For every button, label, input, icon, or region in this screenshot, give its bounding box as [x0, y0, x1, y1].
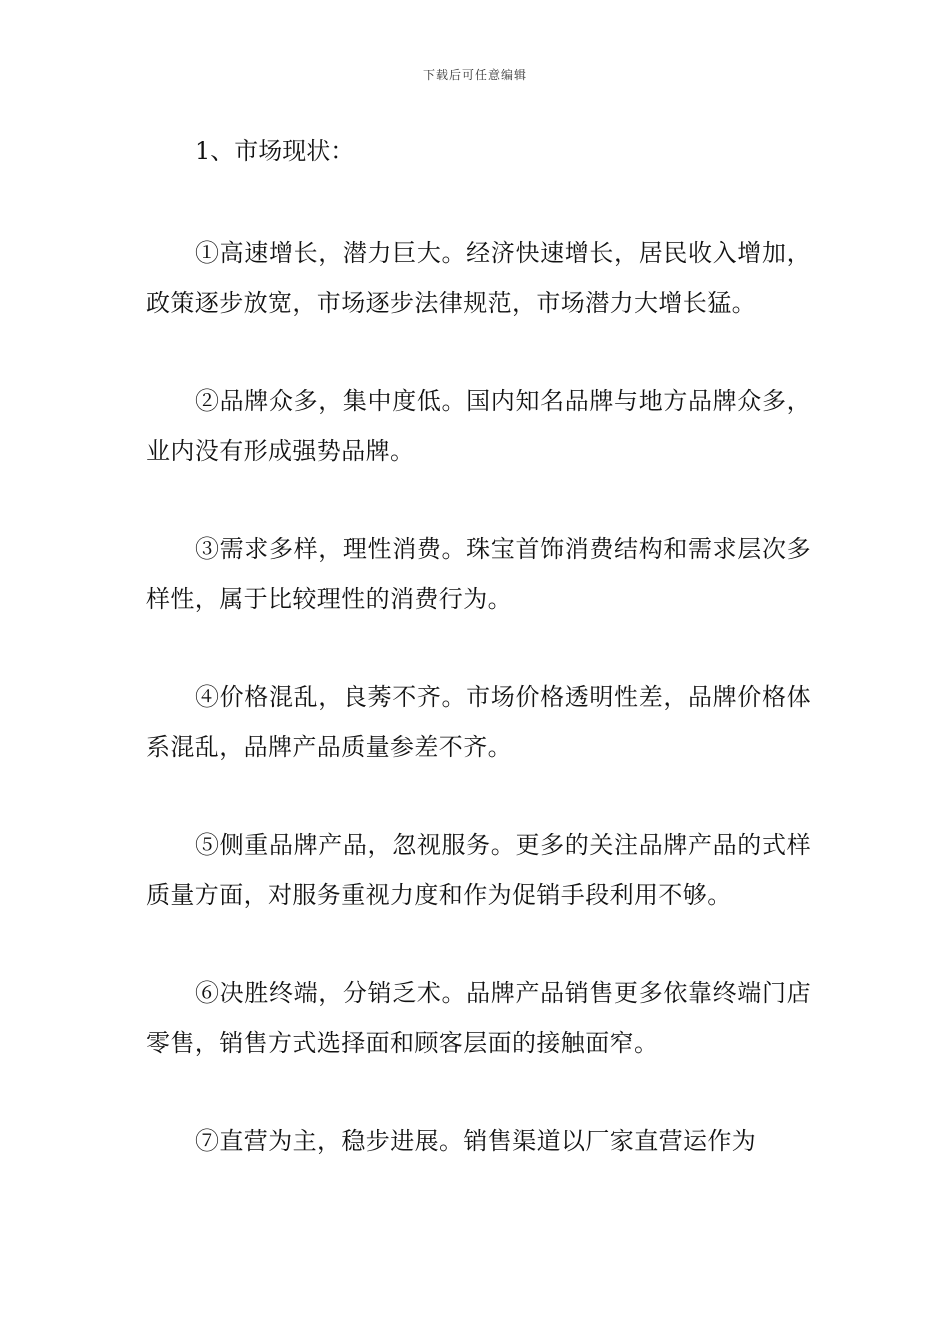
spacer — [146, 174, 811, 228]
spacer — [146, 476, 811, 524]
paragraph-4: ④价格混乱，良莠不齐。市场价格透明性差，品牌价格体系混乱，品牌产品质量参差不齐。 — [146, 683, 811, 761]
spacer — [146, 920, 811, 968]
section-heading: 1、市场现状： — [195, 137, 355, 165]
paragraph-7: ⑦直营为主，稳步进展。销售渠道以厂家直营运作为 — [195, 1127, 757, 1155]
spacer — [146, 772, 811, 820]
spacer — [146, 328, 811, 376]
paragraph-6: ⑥决胜终端，分销乏术。品牌产品销售更多依靠终端门店零售，销售方式选择面和顾客层面的接触面窄。 — [146, 979, 811, 1057]
document-body — [146, 128, 811, 1166]
paragraph-3: ③需求多样，理性消费。珠宝首饰消费结构和需求层次多样性，属于比较理性的消费行为。 — [146, 535, 811, 613]
paragraph-2: ②品牌众多，集中度低。国内知名品牌与地方品牌众多，业内没有形成强势品牌。 — [146, 387, 811, 465]
paragraph-1: ①高速增长，潜力巨大。经济快速增长，居民收入增加，政策逐步放宽，市场逐步法律规范，市场潜力大增长猛。 — [146, 239, 811, 317]
spacer — [146, 624, 811, 672]
paragraph-5: ⑤侧重品牌产品，忽视服务。更多的关注品牌产品的式样质量方面，对服务重视力度和作为促销手段利用不够。 — [146, 831, 811, 909]
spacer — [146, 1068, 811, 1116]
header-note: 下载后可任意编辑 — [422, 68, 527, 82]
